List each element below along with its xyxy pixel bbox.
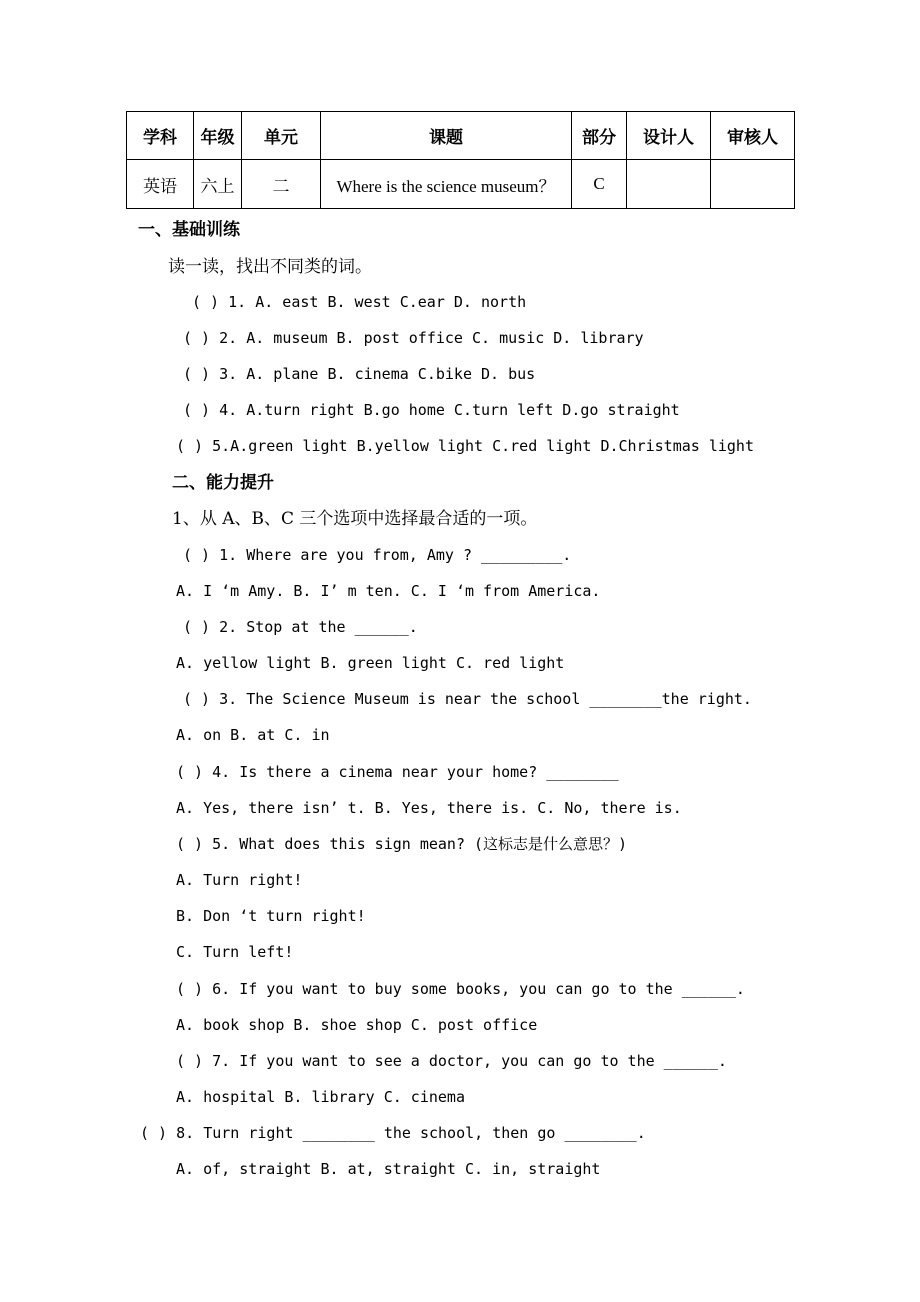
question-line: ( ) 4. Is there a cinema near your home? ________	[176, 763, 619, 781]
answer-options: A. yellow light B. green light C. red light	[176, 654, 565, 672]
answer-options: A. hospital B. library C. cinema	[176, 1088, 465, 1106]
question-line: ( ) 6. If you want to buy some books, you can go to the ______.	[176, 980, 745, 998]
answer-options: A. I ‘m Amy. B. I’ m ten. C. I ‘m from America.	[176, 582, 601, 600]
value-part: C	[572, 160, 627, 209]
section1-heading: 一、基础训练	[138, 220, 240, 240]
question-line: ( ) 3. The Science Museum is near the school ________the right.	[183, 690, 752, 708]
answer-options: A. on B. at C. in	[176, 726, 330, 744]
answer-option: B. Don ‘t turn right!	[176, 907, 366, 925]
question-line: ( ) 1. Where are you from, Amy ? _________.	[183, 546, 572, 564]
answer-options: A. of, straight B. at, straight C. in, straight	[176, 1160, 601, 1178]
question-line: ( ) 7. If you want to see a doctor, you can go to the ______.	[176, 1052, 727, 1070]
header-subject: 学科	[127, 112, 194, 160]
section1-item: ( ) 5.A.green light B.yellow light C.red light D.Christmas light	[176, 437, 754, 455]
answer-option: A. Turn right!	[176, 871, 303, 889]
value-subject: 英语	[127, 160, 194, 209]
question-line: ( ) 8. Turn right ________ the school, then go ________.	[140, 1124, 646, 1142]
value-designer	[627, 160, 711, 209]
header-designer: 设计人	[627, 112, 711, 160]
header-topic: 课题	[321, 112, 572, 160]
header-unit: 单元	[242, 112, 321, 160]
header-grade: 年级	[194, 112, 242, 160]
lesson-info-table	[126, 111, 795, 209]
question-line: ( ) 5. What does this sign mean? (这标志是什么意思？)	[176, 835, 628, 853]
answer-option: C. Turn left!	[176, 943, 294, 961]
table-header-row	[127, 112, 795, 160]
value-grade: 六上	[194, 160, 242, 209]
header-part: 部分	[572, 112, 627, 160]
answer-options: A. Yes, there isn’ t. B. Yes, there is. C. No, there is.	[176, 799, 682, 817]
header-reviewer: 审核人	[711, 112, 795, 160]
value-topic: Where is the science museum？	[321, 160, 572, 209]
answer-options: A. book shop B. shoe shop C. post office	[176, 1016, 538, 1034]
section2-heading: 二、能力提升	[172, 473, 274, 493]
value-reviewer	[711, 160, 795, 209]
section1-item: ( ) 1. A. east B. west C.ear D. north	[192, 293, 527, 311]
value-unit: 二	[242, 160, 321, 209]
question-line: ( ) 2. Stop at the ______.	[183, 618, 418, 636]
section1-item: ( ) 2. A. museum B. post office C. music D. library	[183, 329, 644, 347]
section1-instruction: 读一读，找出不同类的词。	[168, 257, 372, 277]
section1-item: ( ) 4. A.turn right B.go home C.turn left D.go straight	[183, 401, 680, 419]
section1-item: ( ) 3. A. plane B. cinema C.bike D. bus	[183, 365, 536, 383]
section2-instruction: 1、从 A、B、C 三个选项中选择最合适的一项。	[172, 509, 538, 529]
table-value-row	[127, 160, 795, 209]
